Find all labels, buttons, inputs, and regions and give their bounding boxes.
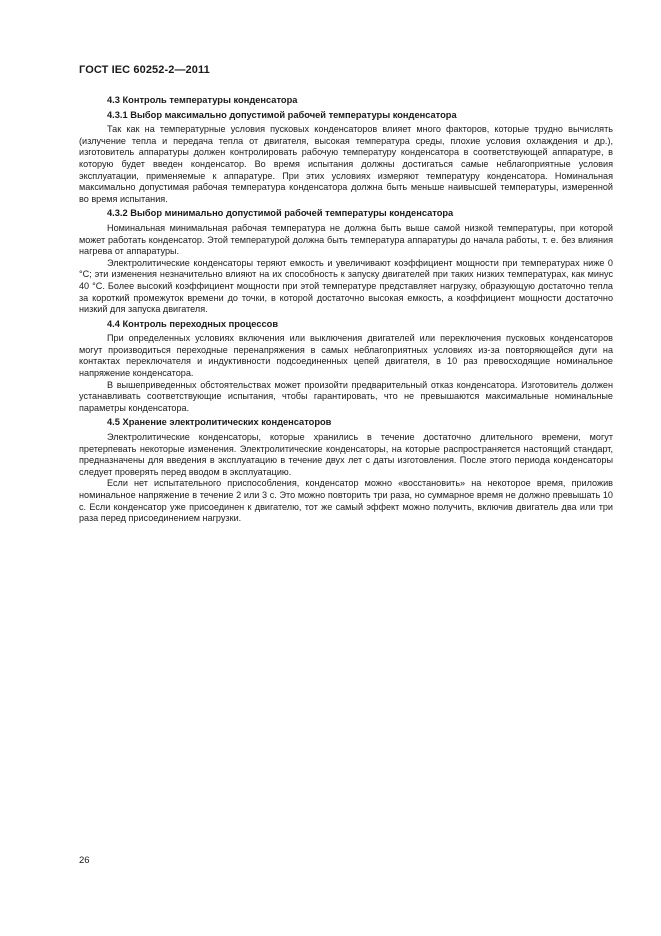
section-4-3-1-paragraph: Так как на температурные условия пусковых конденсаторов влияет много факторов, которые трудно вычислять (излучение тепла и передача тепла от двигателя, высокая температура среды, плохие условия охлаждения и др.), изготовитель аппаратуры должен контролировать рабочую температуру конденсатора в соответствующей аппаратуре, в которую будет введен конденсатор. Во время испытания должны достигаться самые неблагоприятные условия эксплуатации, применяемые к аппаратуре. При этих условиях измеряют температуру конденсатора. Номинальная максимально допустимая рабочая температура конденсатора должна быть меньше наивысшей температуры, измеренной во время испытания.: [79, 124, 613, 204]
section-4-5-paragraph-2: Если нет испытательного приспособления, конденсатор можно «восстановить» на некоторое время, приложив номинальное напряжение в течение 2 или 3 с. Это можно повторить три раза, но суммарное время не должно превышать 10 с. Если конденсатор уже присоединен к двигателю, тот же самый эффект можно получить, включив двигатель два или три раза перед присоединением нагрузки.: [79, 478, 613, 524]
page-number: 26: [79, 855, 90, 866]
section-4-3-2-paragraph-1: Номинальная минимальная рабочая температура не должна быть выше самой низкой температуры, при которой может работать конденсатор. Этой температурой должна быть температура аппаратуры до начала работы, т. е. без влияния нагрева от аппаратуры.: [79, 222, 613, 257]
section-4-4-heading: 4.4 Контроль переходных процессов: [107, 318, 279, 329]
section-4-4-paragraph-1: При определенных условиях включения или выключения двигателей или переключения пусковых конденсаторов могут производиться переходные перенапряжения в самых неблагоприятных условиях из-за повторяющейся дуги на контактах переключателя и индуктивности подсоединенных цепей двигателя, в 10 раз превосходящие номинальное напряжение конденсатора.: [79, 333, 613, 379]
document-body: [79, 95, 613, 525]
document-header: ГОСТ IEC 60252-2—2011: [79, 64, 210, 76]
section-4-5-paragraph-1: Электролитические конденсаторы, которые хранились в течение достаточно длительного времени, могут претерпевать некоторые изменения. Электролитические конденсаторы, на которые распространяется настоящий стандарт, предназначены для введения в эксплуатацию в течение двух лет с даты изготовления. После этого периода конденсаторы следует проверять перед вводом в эксплуатацию.: [79, 432, 613, 477]
section-4-3-1-heading: 4.3.1 Выбор максимально допустимой рабочей температуры конденсатора: [107, 109, 457, 120]
section-4-4-paragraph-2: В вышеприведенных обстоятельствах может произойти предварительный отказ конденсатора. Изготовитель должен устанавливать соответствующие испытания, чтобы гарантировать, что не превышаются максимальные номинальные параметры конденсатора.: [79, 379, 613, 413]
section-4-5-heading: 4.5 Хранение электролитических конденсаторов: [107, 417, 332, 428]
section-4-3-heading: 4.3 Контроль температуры конденсатора: [107, 95, 298, 105]
section-4-3-2-heading: 4.3.2 Выбор минимально допустимой рабочей температуры конденсатора: [107, 208, 454, 219]
section-4-3-2-paragraph-2: Электролитические конденсаторы теряют емкость и увеличивают коэффициент мощности при температурах ниже 0 °С; эти изменения незначительно влияют на их способность к запуску двигателей при таких низких температурах, как минус 40 °С. Более высокий коэффициент мощности при этой температуре представляет нагрузку, образующую достаточно тепла за короткий промежуток времени до точки, в которой достаточно высокая емкость, а коэффициент мощности достаточно низкий для запуска двигателя.: [79, 257, 613, 315]
